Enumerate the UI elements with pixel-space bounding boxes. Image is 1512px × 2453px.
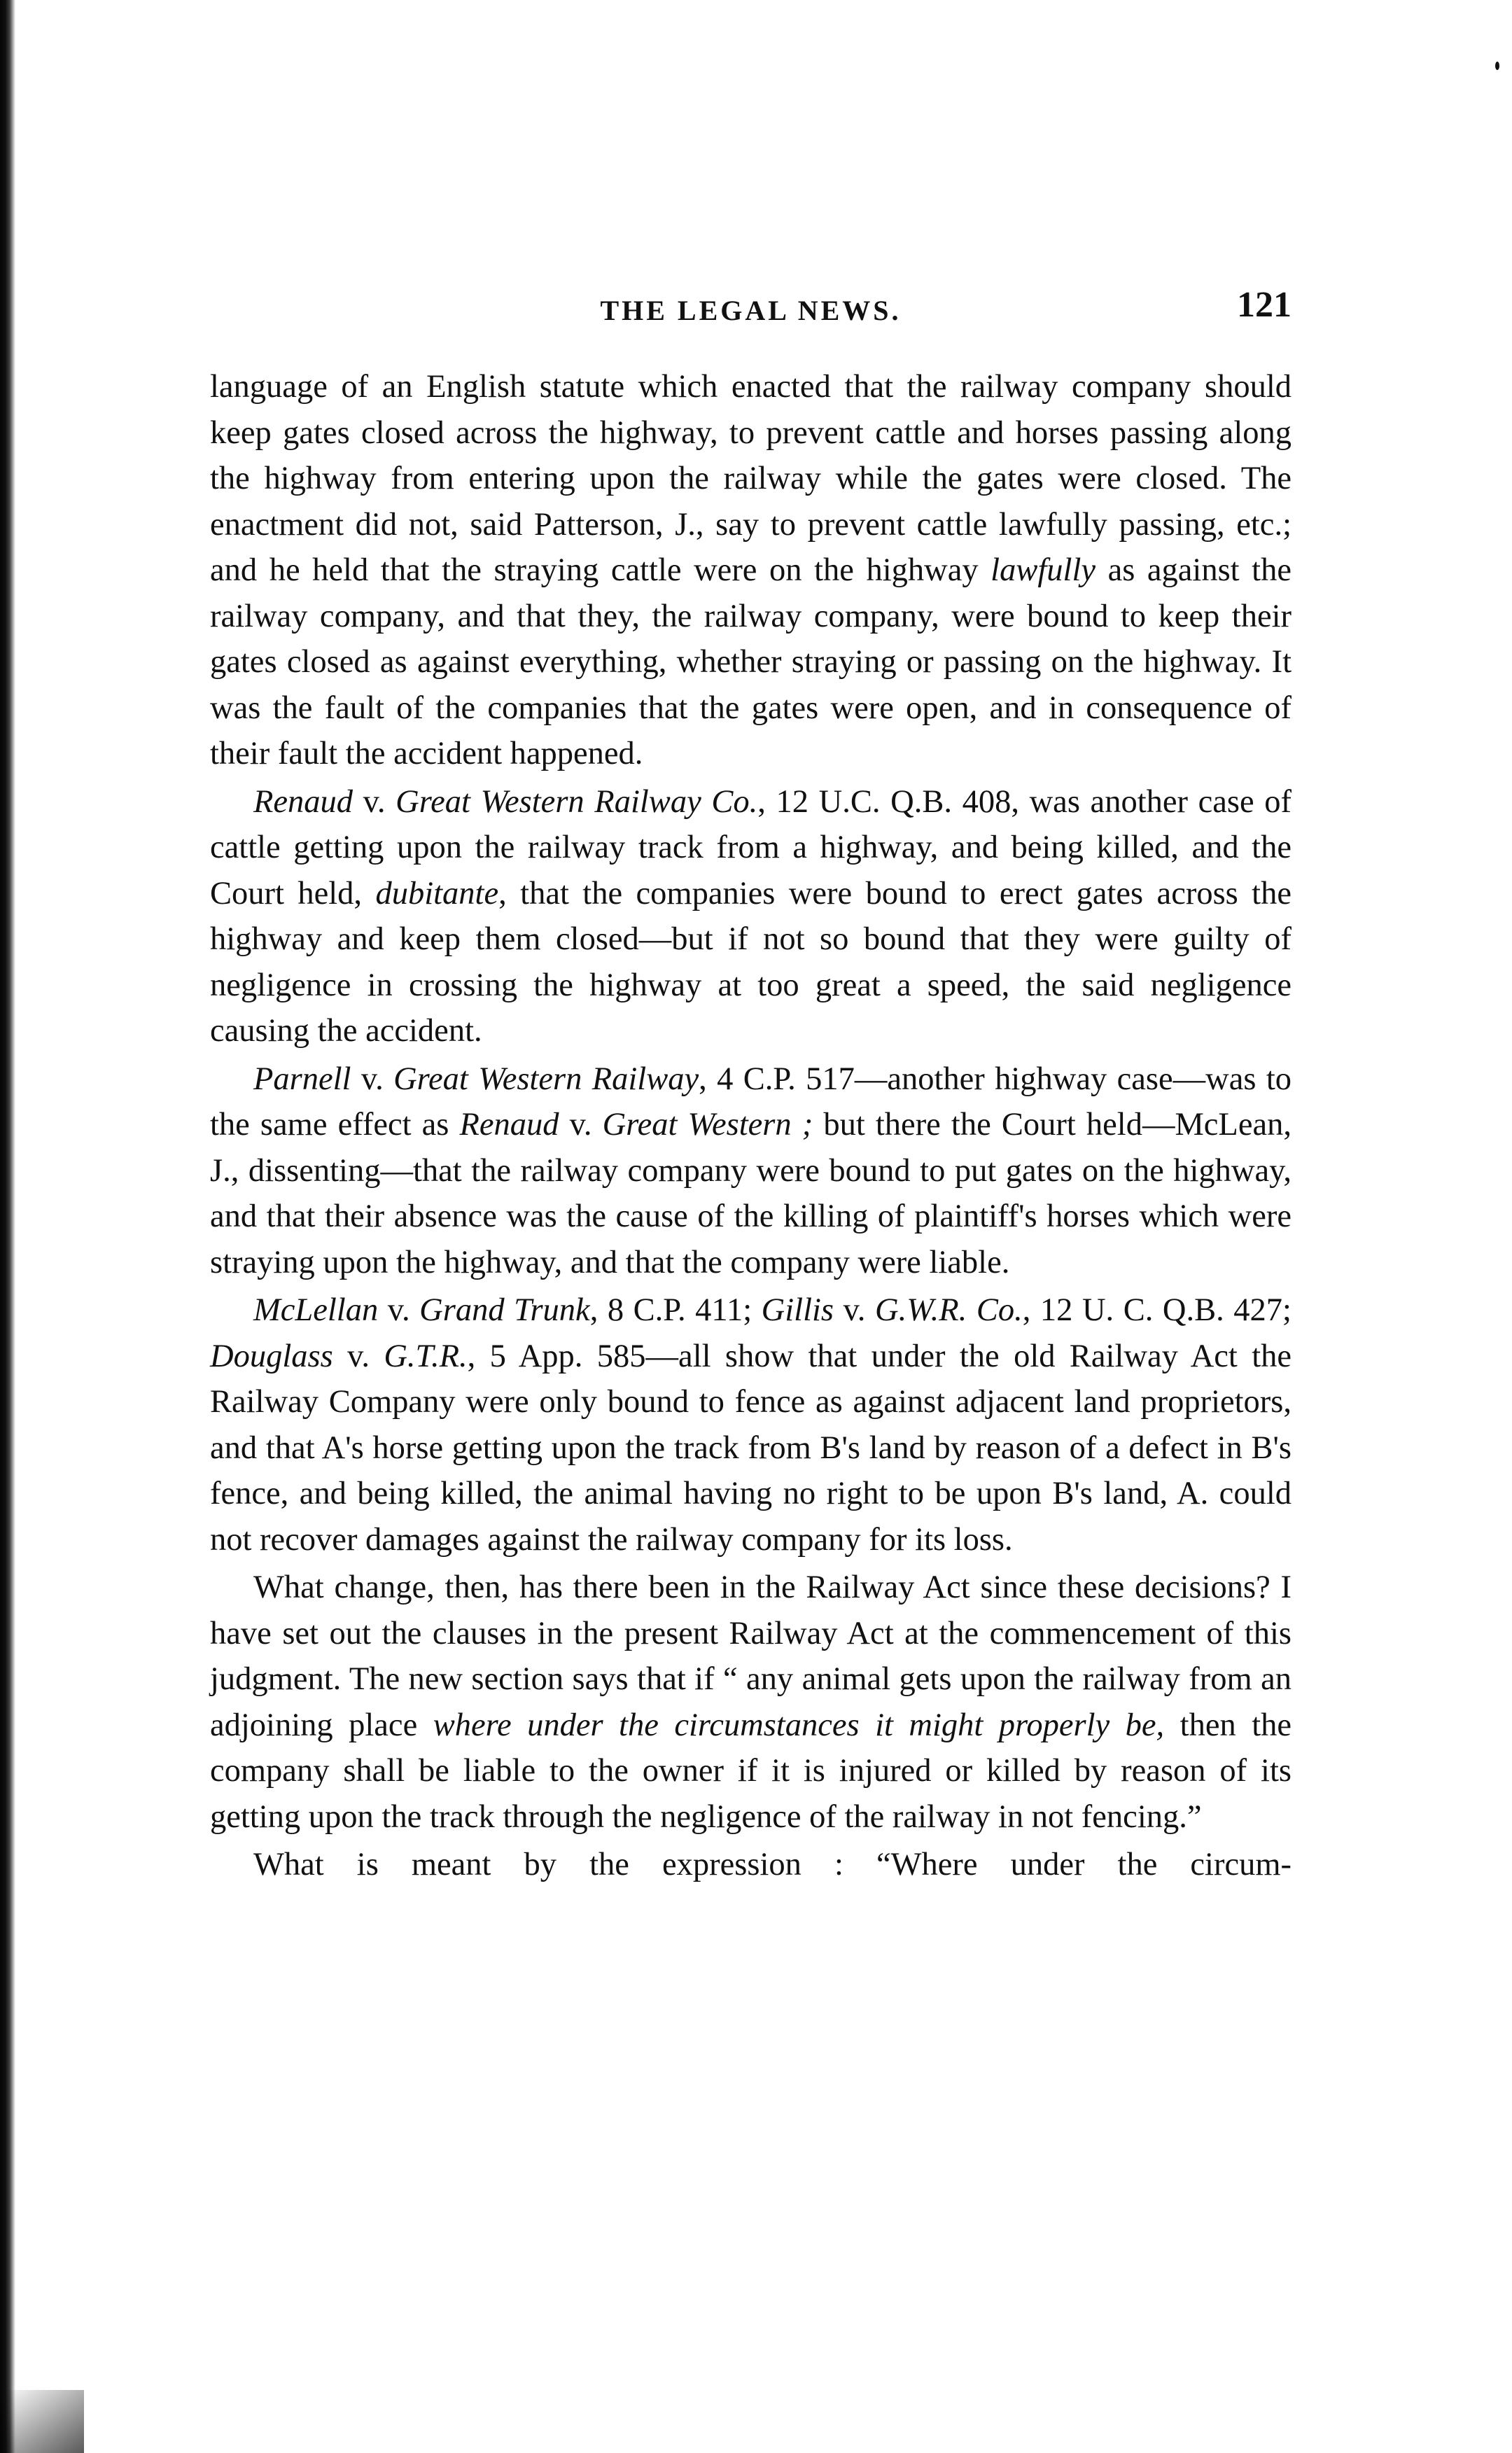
text-run: , 4 C.P. 517—another highway case—was to the same effect as [210,1061,1292,1142]
text-run: What change, then, has there been in the Railway Act since these decisions? I have set out the clauses in the present Railway Act at the commencement of this judgment. The new section says that if “ any animal gets upon the railway from an adjoining place [210,1570,1292,1743]
case-name: McLellan [253,1292,379,1328]
page-header [210,284,1292,340]
text-run: , that the companies were bound to erect gates across the highway and keep them closed—but if not so bound that they were guilty of negligence in crossing the highway at too great a speed, the said negligence causing the accident. [210,875,1292,1049]
text-run: v. [559,1107,603,1142]
text-run: v. [351,1061,394,1097]
case-name: G.T.R. [384,1338,468,1374]
text-run: language of an English statute which enacted that the railway company should keep gates closed across the highway, to prevent cattle and horses passing along the highway from entering upon the railway while the gates were closed. The enactment did not, said Patterson, J., say to prevent cattle lawfully passing, etc.; and he held that the straying cattle were on the highway [210,369,1292,588]
case-name: Gillis [761,1292,834,1328]
page-number: 121 [1237,285,1292,325]
case-name: Great Western Railway Co. [396,783,758,820]
text-run: v. [378,1292,420,1328]
ink-speck [1495,62,1499,70]
italic-term: lawfully [990,552,1096,588]
paragraph-what-change [210,1565,1292,1840]
case-name: Grand Trunk [419,1292,590,1328]
text-run: v. [353,783,396,820]
text-run: , 8 C.P. 411; [589,1292,762,1328]
body-text [210,364,1292,1890]
case-name: Parnell [253,1061,351,1097]
case-name: G.W.R. Co. [874,1292,1023,1328]
text-run: What is meant by the expression : “Where under the circum- [253,1847,1292,1882]
case-name: Renaud [253,783,354,820]
italic-term: dubitante [375,875,499,911]
running-title: THE LEGAL NEWS. [600,295,902,326]
text-run: , 12 U.C. Q.B. 408, was another case of cattle getting upon the railway track from a highway, and being killed, and the Court held, [210,783,1292,911]
page-corner-shadow [0,2390,84,2453]
text-run: v. [332,1338,384,1374]
italic-quote: where under the circumstances it might properly be, [433,1707,1165,1743]
paragraph-mclellan [210,1287,1292,1563]
paragraph-renaud [210,779,1292,1054]
text-run: but there the Court held—McLean, J., dissenting—that the railway company were bound to put gates on the highway, and that their absence was the cause of the killing of plaintiff's horses which were straying upon the highway, and that the company were liable. [210,1107,1292,1280]
text-run: then the company shall be liable to the owner if it is injured or killed by reason of its getting upon the track through the negligence of the railway in not fencing.” [210,1707,1292,1835]
text-run: , 5 App. 585—all show that under the old Railway Act the Railway Company were only bound to fence as against adjacent land proprietors, and that A's horse getting upon the track from B's land by reason of a defect in B's fence, and being killed, the animal having no right to be upon B's land, A. could not recover damages against the railway company for its loss. [210,1338,1292,1558]
text-run: as against the railway company, and that they, the railway company, were bound to keep their gates closed as against everything, whether straying or passing on the highway. It was the fault of the companies that the gates were open, and in consequence of their fault the accident happened. [210,552,1292,771]
binding-shadow [0,0,15,2453]
case-name: Great Western Railway [393,1061,699,1097]
text-run: v. [834,1292,875,1328]
paragraph-continuation [210,364,1292,777]
paragraph-parnell [210,1056,1292,1286]
case-name: Great Western ; [602,1107,813,1142]
text-run: , 12 U. C. Q.B. 427; [1022,1292,1292,1328]
case-name: Douglass [210,1338,333,1374]
paragraph-what-is-meant [210,1842,1292,1888]
case-name: Renaud [459,1107,559,1142]
